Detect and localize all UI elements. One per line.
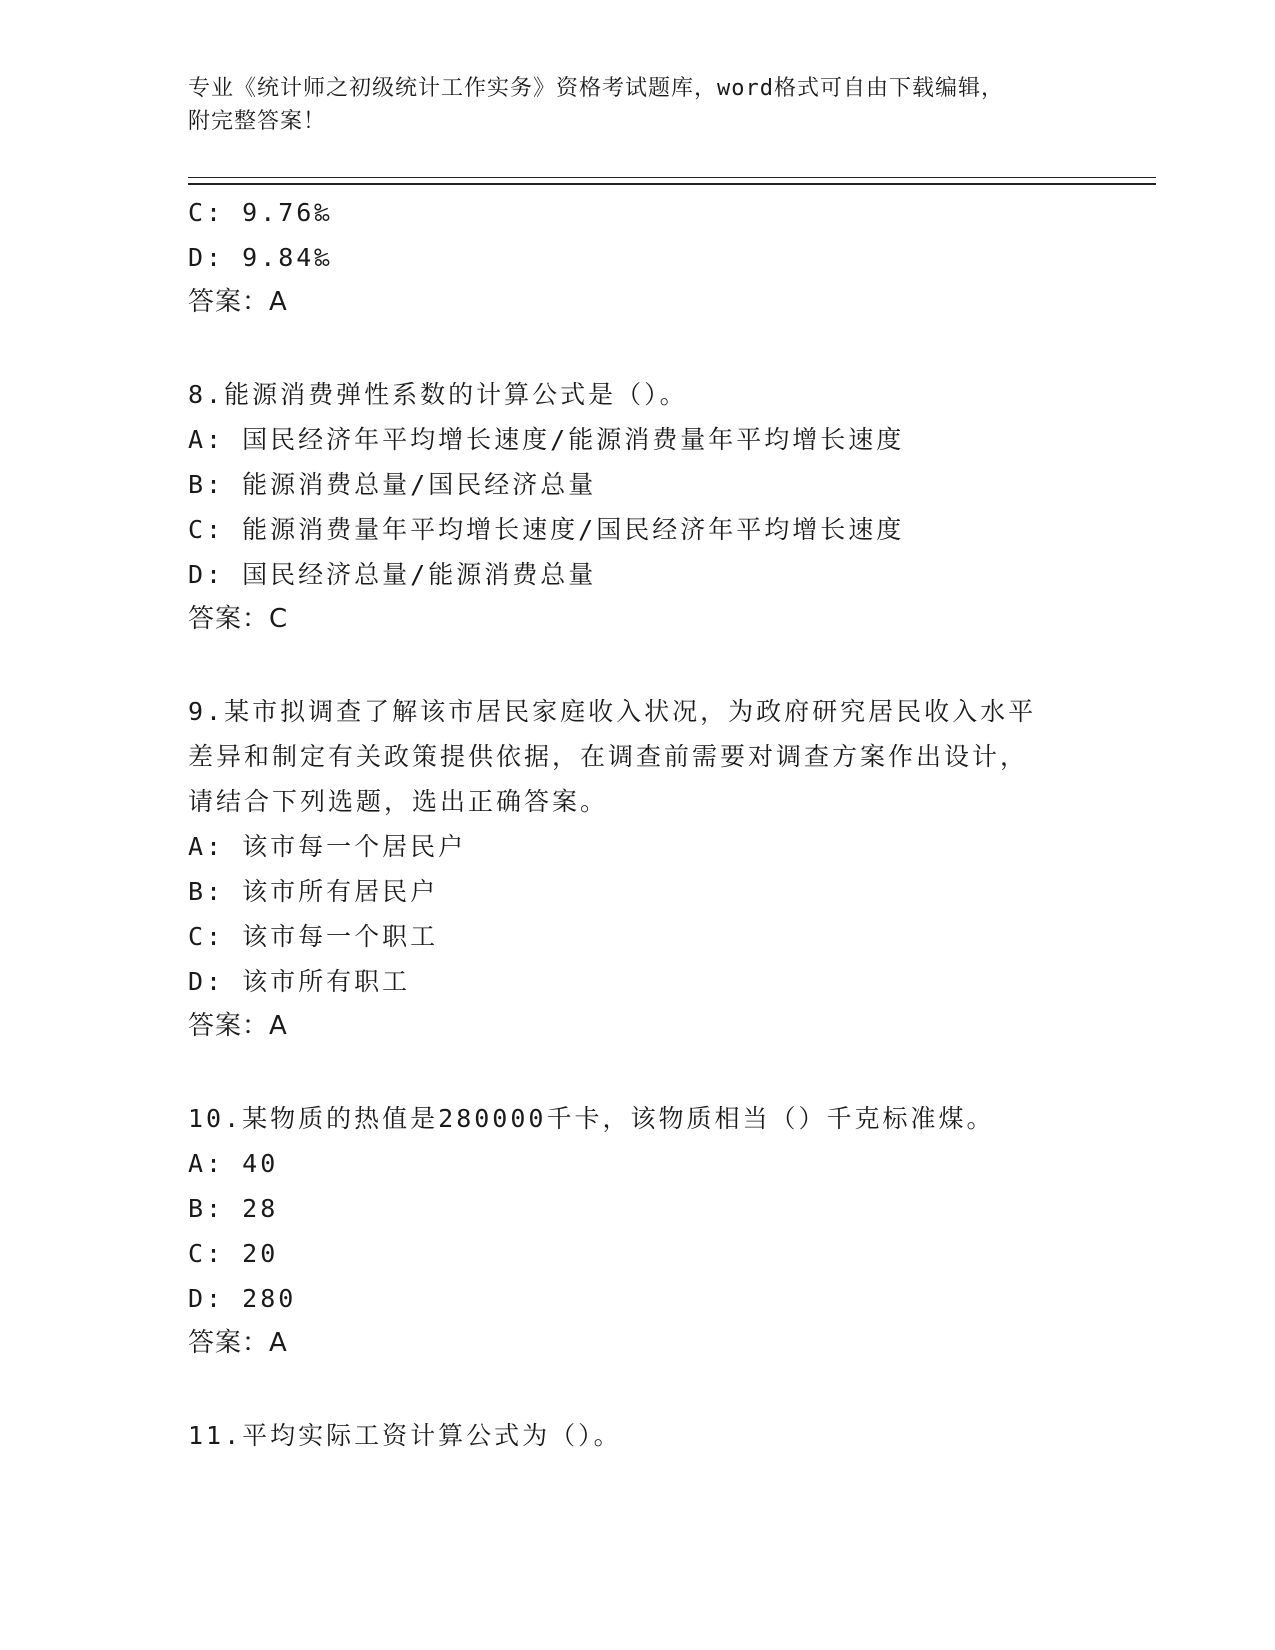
question-11-block [188, 1413, 1088, 1458]
header-line-1: 专业《统计师之初级统计工作实务》资格考试题库，word格式可自由下载编辑， [188, 76, 1004, 101]
answer-label: 答案：A [188, 287, 288, 317]
option-b: B: 28 [188, 1194, 279, 1223]
question-8-block [188, 372, 1088, 642]
question-10-block [188, 1096, 1088, 1366]
header-divider-thick [188, 183, 1156, 185]
option-d: D: 9.84‰ [188, 243, 333, 272]
option-a: A: 40 [188, 1149, 279, 1178]
question-text: 10.某物质的热值是280000千卡，该物质相当（）千克标准煤。 [188, 1104, 995, 1133]
question-9-block [188, 689, 1088, 1049]
spacer [188, 1366, 1088, 1413]
option-a: A: 该市每一个居民户 [188, 832, 467, 861]
answer-label: 答案：A [188, 1328, 288, 1358]
option-c: C: 9.76‰ [188, 198, 333, 227]
option-b: B: 该市所有居民户 [188, 877, 439, 906]
spacer [188, 642, 1088, 689]
option-d: D: 国民经济总量/能源消费总量 [188, 560, 597, 589]
question-text-line-1: 9.某市拟调查了解该市居民家庭收入状况，为政府研究居民收入水平 [188, 697, 1037, 726]
question-7-block [188, 190, 1088, 325]
header-divider-thin [188, 177, 1156, 178]
question-text-line-2: 差异和制定有关政策提供依据，在调查前需要对调查方案作出设计， [188, 742, 1029, 771]
option-c: C: 20 [188, 1239, 279, 1268]
question-list [188, 190, 1088, 1458]
option-b: B: 能源消费总量/国民经济总量 [188, 470, 597, 499]
question-text: 11.平均实际工资计算公式为（）。 [188, 1421, 622, 1450]
option-a: A: 国民经济年平均增长速度/能源消费量年平均增长速度 [188, 425, 905, 454]
question-text-line-3: 请结合下列选题，选出正确答案。 [188, 787, 609, 816]
option-c: C: 该市每一个职工 [188, 922, 439, 951]
answer-label: 答案：C [188, 604, 289, 634]
spacer [188, 325, 1088, 372]
answer-label: 答案：A [188, 1011, 288, 1041]
question-text: 8.能源消费弹性系数的计算公式是（）。 [188, 380, 688, 409]
header-line-2: 附完整答案！ [188, 109, 327, 134]
document-header [188, 72, 1088, 138]
option-d: D: 280 [188, 1284, 297, 1313]
spacer [188, 1049, 1088, 1096]
option-c: C: 能源消费量年平均增长速度/国民经济年平均增长速度 [188, 515, 905, 544]
option-d: D: 该市所有职工 [188, 967, 411, 996]
